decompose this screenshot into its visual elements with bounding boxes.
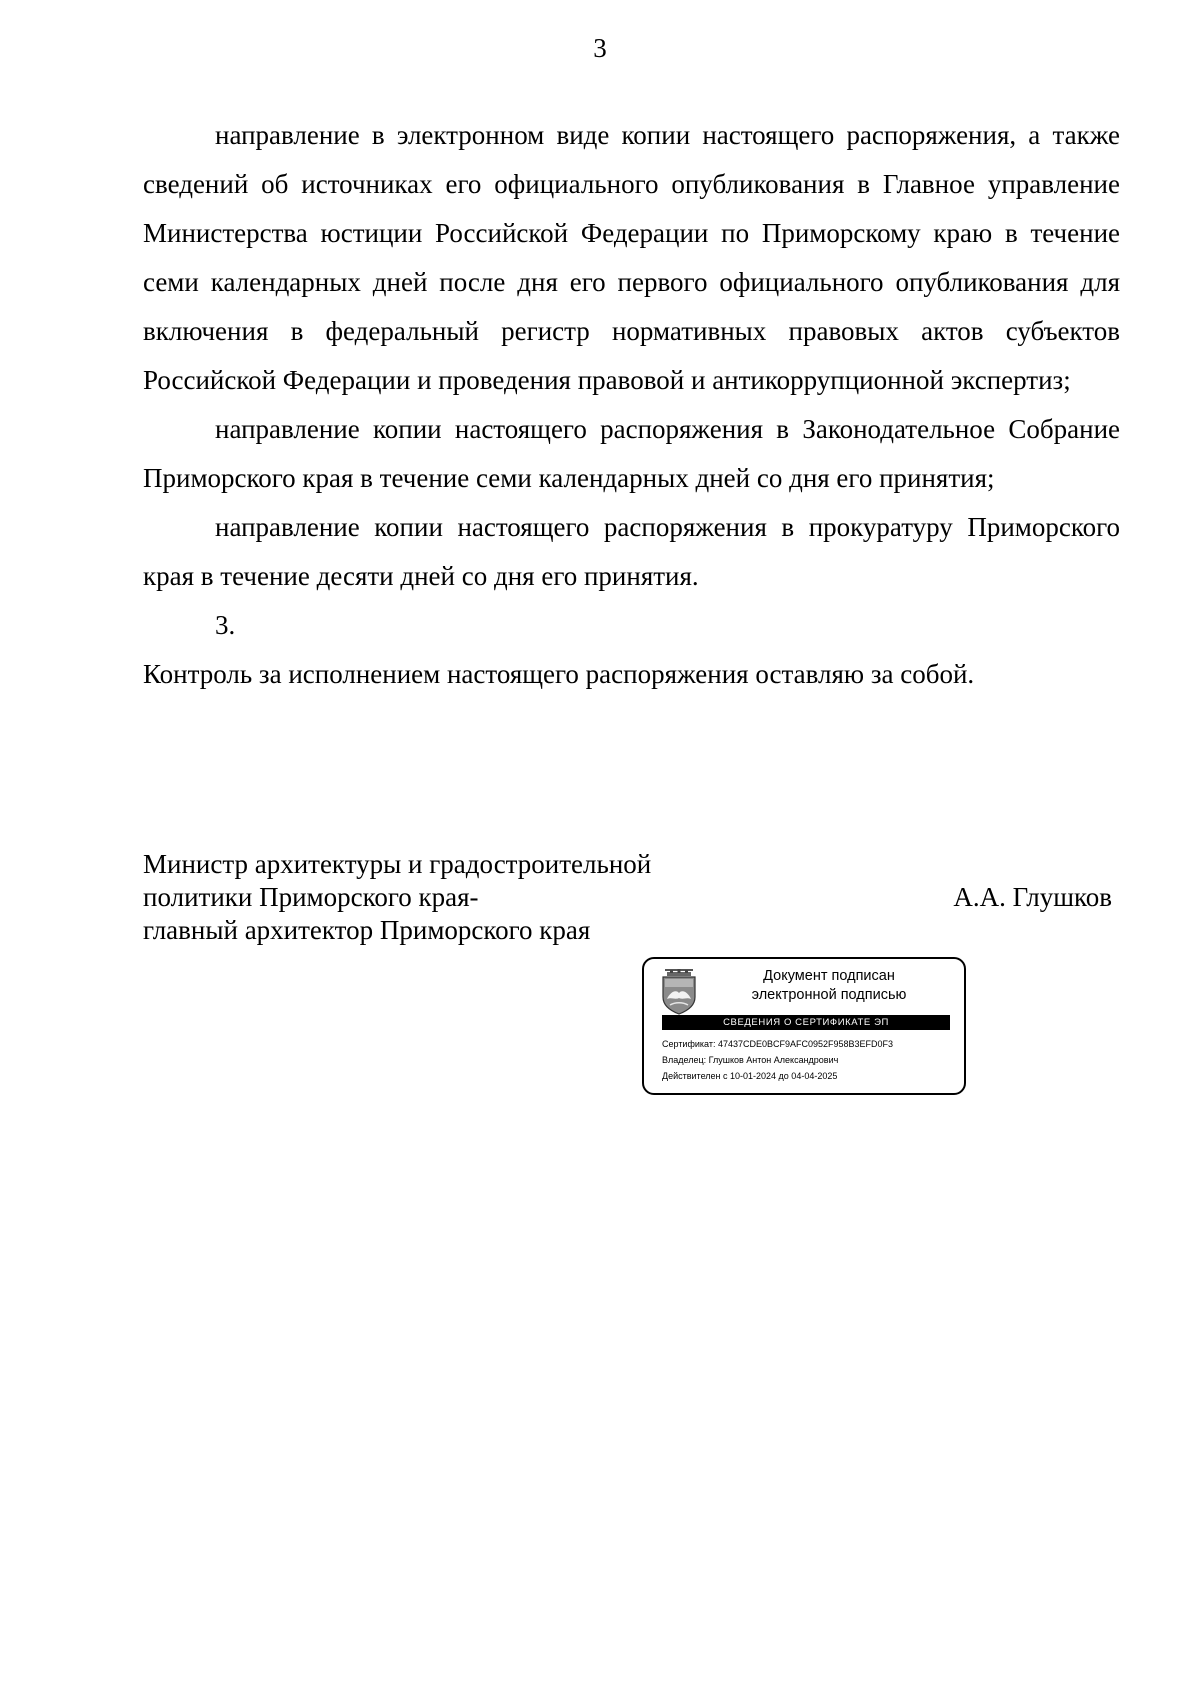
certificate-validity: Действителен с 10-01-2024 до 04-04-2025 — [662, 1071, 838, 1081]
paragraph-ministry-of-justice: направление в электронном виде копии настоящего распоряжения, а также сведений об источниках его официального опубликования в Главное управление Министерства юстиции Российской Федерации по Приморскому краю в течение семи календарных дней после дня его первого официального опубликования для включения в федеральный регистр нормативных правовых актов субъектов Российской Федерации и проведения правовой и антикоррупционной экспертиз; — [143, 120, 1120, 395]
signatory-title-line: политики Приморского края- — [143, 882, 479, 912]
document-body — [143, 111, 1120, 699]
signatory-name: А.А. Глушков — [953, 882, 1112, 912]
stamp-heading-line: Документ подписан — [763, 968, 895, 984]
certificate-owner: Владелец: Глушков Антон Александрович — [662, 1055, 839, 1065]
item-3 — [143, 601, 1120, 699]
stamp-heading — [704, 967, 954, 1005]
certificate-details — [662, 1036, 893, 1084]
coat-of-arms-icon — [658, 967, 700, 1015]
certificate-info-bar: СВЕДЕНИЯ О СЕРТИФИКАТЕ ЭП — [662, 1015, 950, 1030]
item-3-text: Контроль за исполнением настоящего распоряжения оставляю за собой. — [143, 659, 975, 689]
page-number: 3 — [593, 33, 607, 63]
electronic-signature-stamp — [642, 957, 966, 1095]
item-3-number: 3. — [215, 610, 236, 640]
stamp-heading-line: электронной подписью — [751, 987, 907, 1003]
signatory-title-line: Министр архитектуры и градостроительной — [143, 849, 652, 879]
signatory-title-line: главный архитектор Приморского края — [143, 915, 591, 945]
paragraph-prosecutor: направление копии настоящего распоряжения в прокуратуру Приморского края в течение десяти дней со дня его принятия. — [143, 512, 1120, 591]
paragraph-legislative-assembly: направление копии настоящего распоряжения в Законодательное Собрание Приморского края в течение семи календарных дней со дня его принятия; — [143, 414, 1120, 493]
signature-block — [143, 848, 1120, 947]
certificate-number: Сертификат: 47437CDE0BCF9AFC0952F958B3EFD0F3 — [662, 1039, 894, 1049]
